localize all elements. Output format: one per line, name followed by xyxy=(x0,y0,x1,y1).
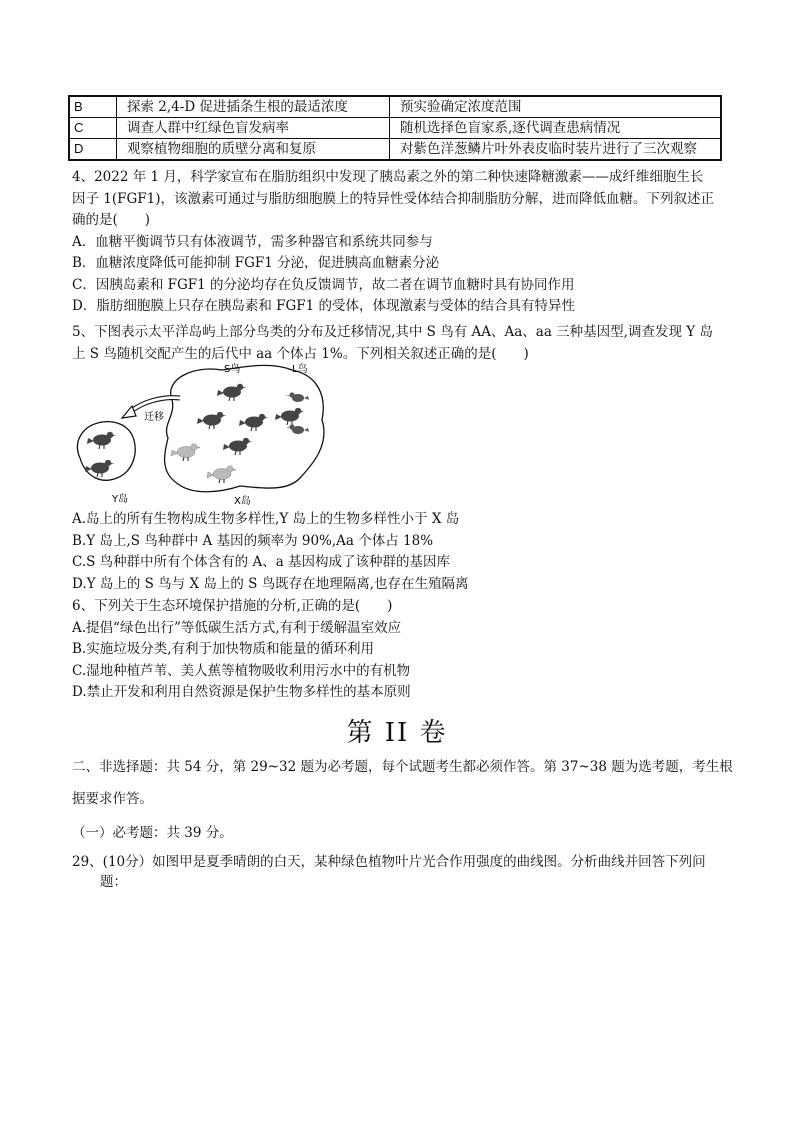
question-stem-line: 5、下图表示太平洋岛屿上部分鸟类的分布及迁移情况,其中 S 鸟有 AA、Aa、aa 三种基因型,调查发现 Y 岛 xyxy=(72,324,713,340)
table-cell: 观察植物细胞的质壁分离和复原 xyxy=(117,139,390,161)
l-bird-label: L鸟 xyxy=(292,364,308,375)
option-a: A．血糖平衡调节只有体液调节，需多种器官和系统共同参与 xyxy=(72,233,433,250)
option-d: D．脂肪细胞膜上只存在胰岛素和 FGF1 的受体，体现激素与受体的结合具有特异性 xyxy=(72,298,576,314)
option-d: D.Y 岛上的 S 鸟与 X 岛上的 S 鸟既存在地理隔离,也存在生殖隔离 xyxy=(72,575,469,592)
option-b: B．血糖浓度降低可能抑制 FGF1 分泌，促进胰高血糖素分泌 xyxy=(72,255,440,271)
question-stem-line: 6、下列关于生态环境保护措施的分析,正确的是( ) xyxy=(72,598,393,614)
table-cell: 随机选择色盲家系,逐代调查患病情况 xyxy=(390,118,722,139)
question-29-stem: 题： xyxy=(100,874,127,890)
section-intro: 二、非选择题：共 54 分，第 29~32 题为必考题，每个试题考生都必须作答。第 37~38 题为选考题，考生根 xyxy=(72,759,733,775)
table-cell: 探索 2,4-D 促进插条生根的最适浓度 xyxy=(117,96,390,118)
required-heading: （一）必考题：共 39 分。 xyxy=(72,825,233,841)
table-cell: 调查人群中红绿色盲发病率 xyxy=(117,118,390,139)
question-5 xyxy=(72,322,713,365)
option-c: C.S 鸟种群中所有个体含有的 A、a 基因构成了该种群的基因库 xyxy=(72,554,451,570)
s-bird-icon xyxy=(197,412,226,429)
option-b: B.Y 岛上,S 鸟种群中 A 基因的频率为 90%,Aa 个体占 18% xyxy=(72,532,434,549)
s-bird-icon xyxy=(239,414,268,431)
section-intro: 据要求作答。 xyxy=(72,791,153,807)
island-migration-figure xyxy=(72,360,332,510)
question-stem-line: 上 S 鸟随机交配产生的后代中 aa 个体占 1%。下列相关叙述正确的是( ) xyxy=(72,345,529,362)
migrate-label: 迁移 xyxy=(144,412,164,423)
option-b: B.实施垃圾分类,有利于加快物质和能量的循环利用 xyxy=(72,641,375,657)
s-bird-label: S鸟 xyxy=(224,364,241,375)
l-bird-icon xyxy=(286,424,309,434)
s-bird-icon xyxy=(217,384,246,401)
s-bird-icon xyxy=(207,466,236,483)
table-cell: B xyxy=(69,96,117,118)
table-cell: 对紫色洋葱鳞片叶外表皮临时装片进行了三次观察 xyxy=(390,139,722,161)
table-row xyxy=(69,139,721,161)
question-6 xyxy=(72,596,411,704)
table-cell: 预实验确定浓度范围 xyxy=(390,96,722,118)
s-bird-icon xyxy=(87,432,116,449)
option-a: A.提倡“绿色出行”等低碳生活方式,有利于缓解温室效应 xyxy=(72,619,402,636)
s-bird-icon xyxy=(223,438,252,455)
option-a: A.岛上的所有生物构成生物多样性,Y 岛上的生物多样性小于 X 岛 xyxy=(72,511,460,527)
table-cell: D xyxy=(69,139,117,161)
question-stem-line: 4、2022 年 1 月，科学家宣布在脂肪组织中发现了胰岛素之外的第二种快速降糖激素——成纤维细胞生长 xyxy=(72,169,704,185)
question-stem-line: 确的是( ) xyxy=(72,212,151,228)
question-29-stem: 29、(10分）如图甲是夏季晴朗的白天，某种绿色植物叶片光合作用强度的曲线图。分析曲线并回答下列问 xyxy=(72,854,706,870)
experiment-table xyxy=(68,95,722,161)
question-5-options xyxy=(72,509,468,595)
option-c: C.湿地种植芦苇、美人蕉等植物吸收利用污水中的有机物 xyxy=(72,662,411,679)
table-row xyxy=(69,96,721,118)
option-d: D.禁止开发和利用自然资源是保护生物多样性的基本原则 xyxy=(72,684,411,700)
table-cell: C xyxy=(69,118,117,139)
table-row xyxy=(69,118,721,139)
s-bird-icon xyxy=(275,408,304,425)
x-island-label: X岛 xyxy=(234,496,251,507)
s-bird-icon xyxy=(171,444,200,461)
l-bird-icon xyxy=(286,392,309,402)
question-stem-line: 因子 1(FGF1)，该激素可通过与脂肪细胞膜上的特异性受体结合抑制脂肪分解，进而降低血糖。下列叙述正 xyxy=(72,190,715,207)
question-4 xyxy=(72,167,714,318)
section-title: 第 II 卷 xyxy=(346,718,448,748)
option-c: C．因胰岛素和 FGF1 的分泌均存在负反馈调节，故二者在调节血糖时具有协同作用 xyxy=(72,276,575,293)
y-island-label: Y岛 xyxy=(112,494,129,505)
